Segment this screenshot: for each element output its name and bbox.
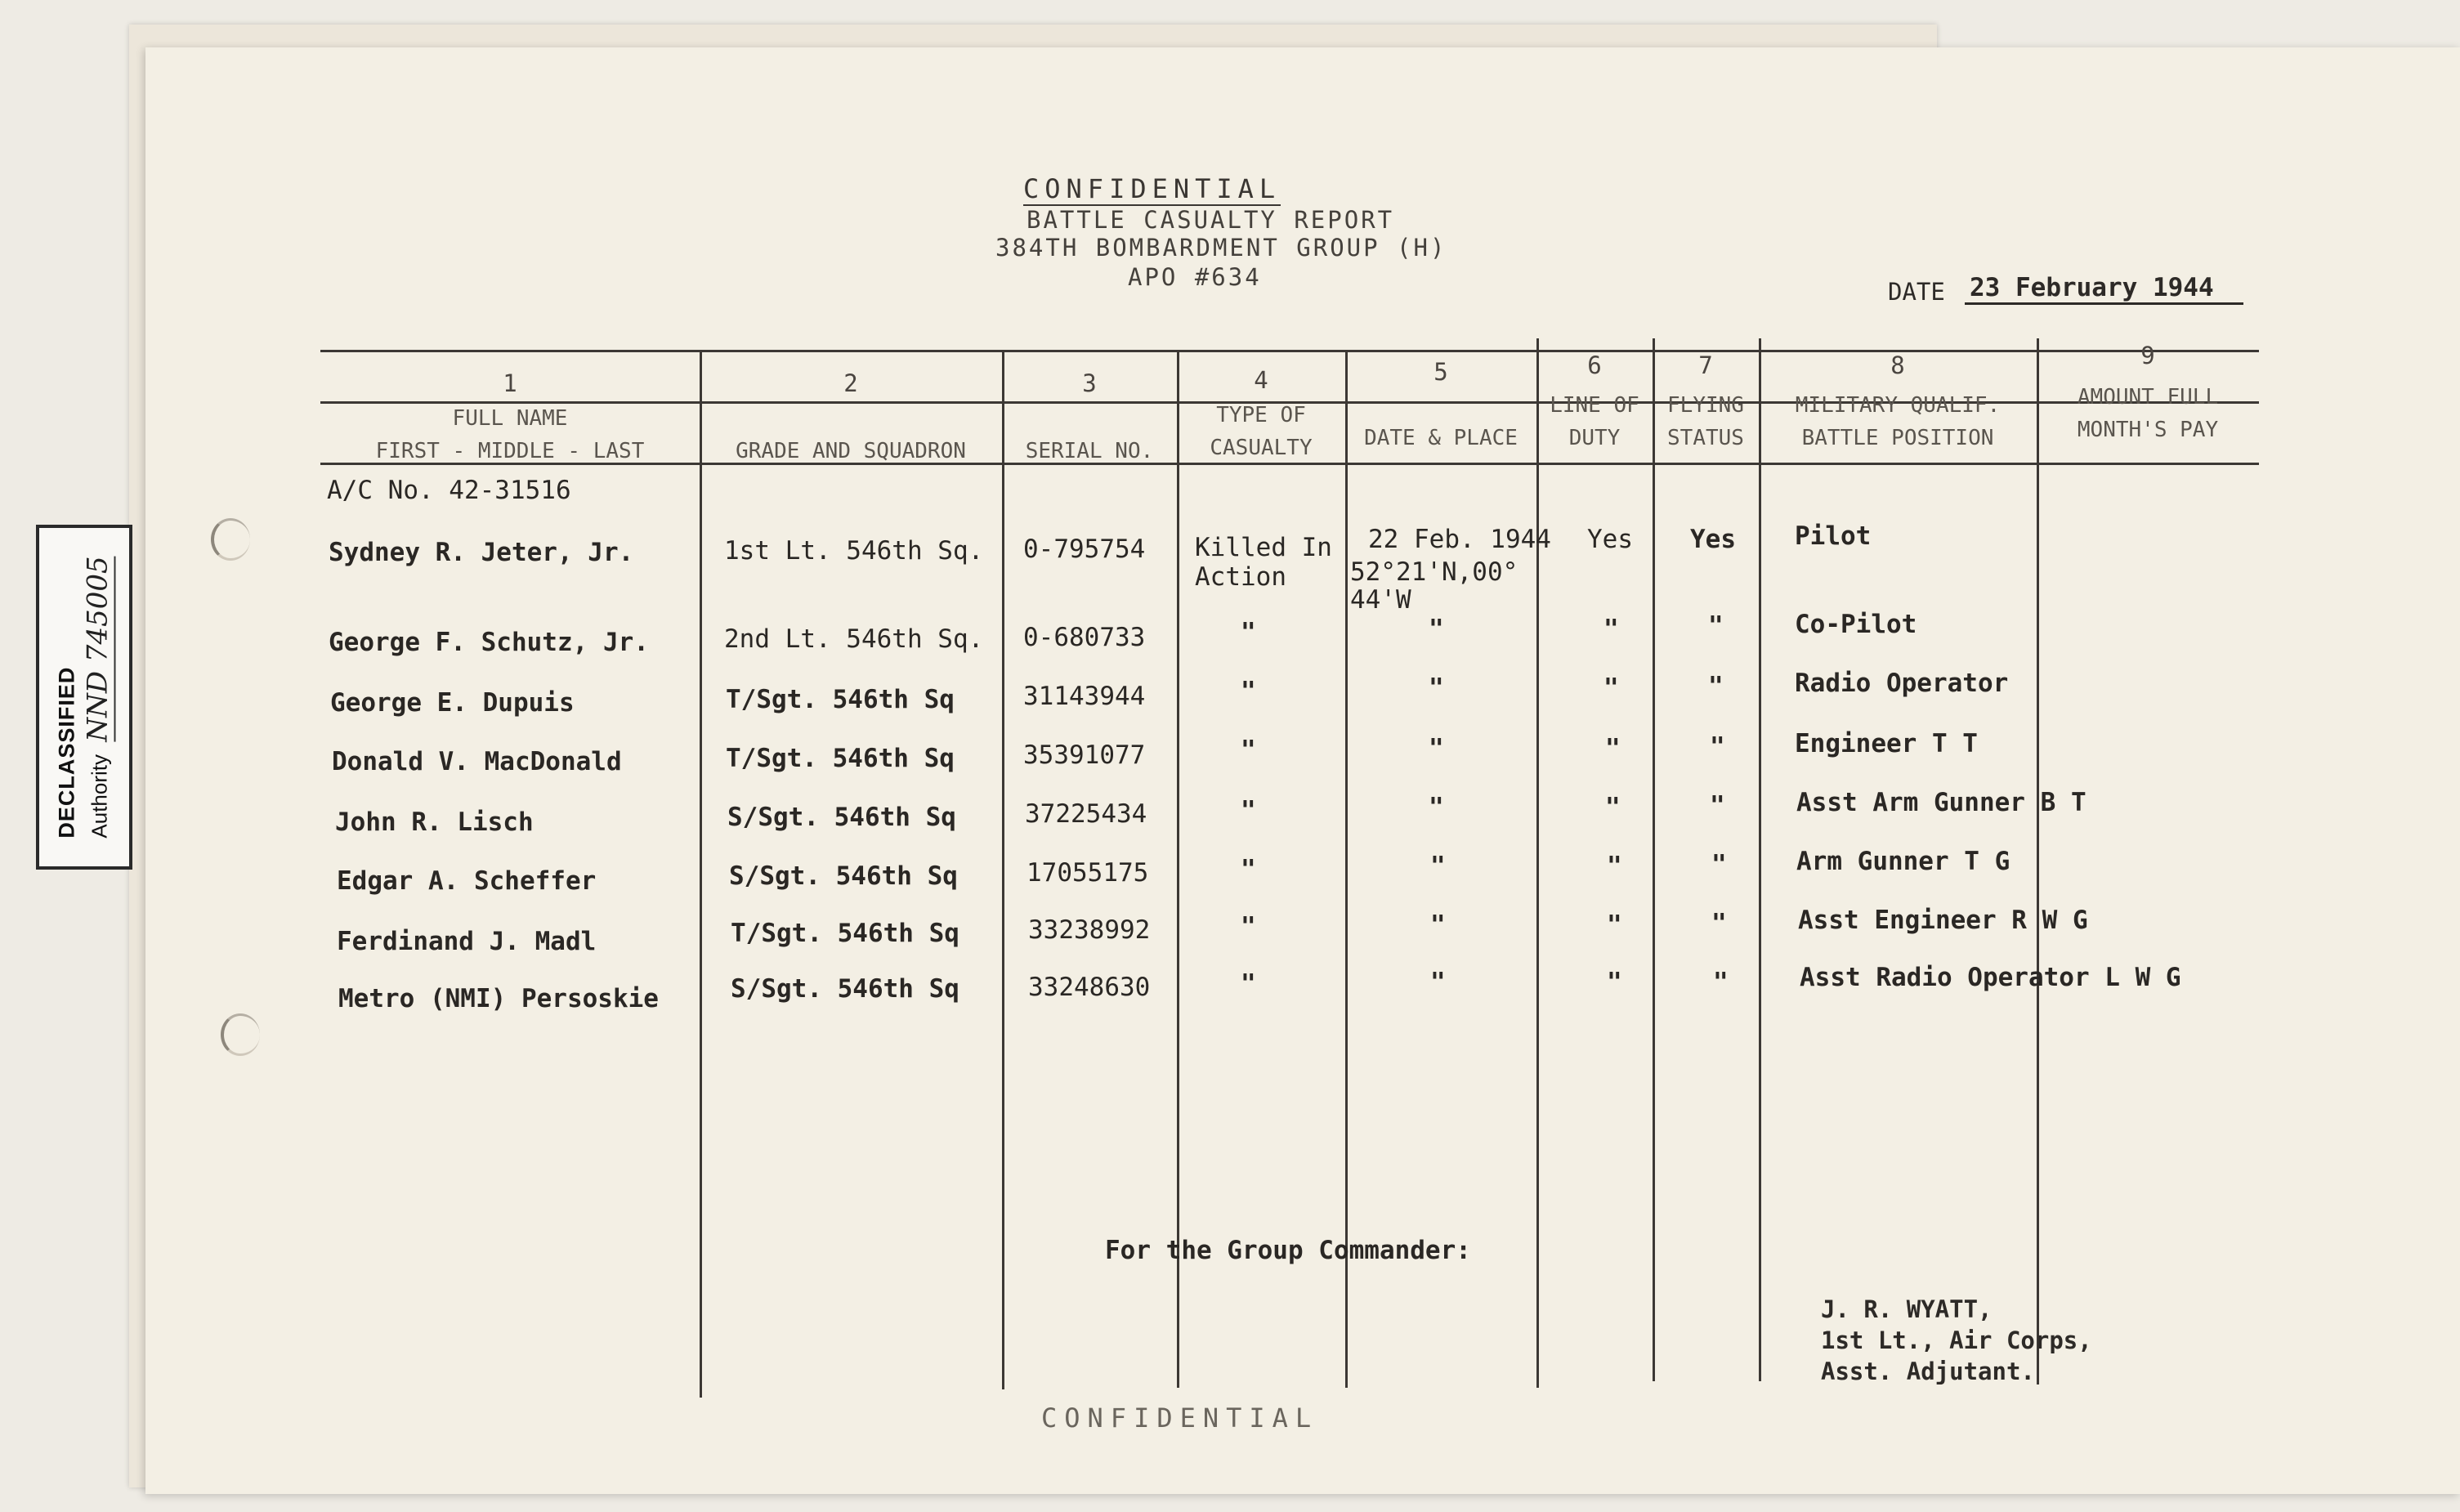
stamp-authority-number: NND 745005 xyxy=(81,556,114,742)
cell-flying: " xyxy=(1708,672,1724,701)
cell-flying: Yes xyxy=(1690,525,1736,554)
col-label-2: GRADE AND SQUADRON xyxy=(736,439,966,463)
col-number-4: 4 xyxy=(1254,366,1268,394)
col-label-3: SERIAL NO. xyxy=(1025,439,1154,463)
cell-position: Radio Operator xyxy=(1795,669,2009,698)
cell-flying: " xyxy=(1710,732,1725,762)
cell-flying: " xyxy=(1708,611,1724,641)
cell-casualty: " xyxy=(1241,796,1256,825)
cell-place: " xyxy=(1429,734,1444,763)
signature-rank: 1st Lt., Air Corps, xyxy=(1821,1326,2092,1354)
cell-casualty-line2: Action xyxy=(1195,562,1286,592)
cell-position: Asst Arm Gunner B T xyxy=(1796,788,2087,817)
cell-grade: S/Sgt. 546th Sq xyxy=(727,803,956,832)
punch-hole-bottom xyxy=(221,1013,260,1056)
cell-name: Edgar A. Scheffer xyxy=(337,866,597,896)
col-label-7-line2: STATUS xyxy=(1667,426,1744,450)
cell-place: " xyxy=(1429,615,1444,644)
cell-serial: 17055175 xyxy=(1026,858,1149,888)
cell-position: Co-Pilot xyxy=(1795,610,1917,639)
cell-flying: " xyxy=(1713,968,1729,997)
col-label-6-line2: DUTY xyxy=(1568,426,1621,450)
col-label-9-line2: MONTH'S PAY xyxy=(2077,418,2219,442)
col-divider-2 xyxy=(1002,351,1004,1389)
col-label-6-line1: LINE OF xyxy=(1550,393,1639,418)
date-value: 23 February 1944 xyxy=(1965,273,2243,305)
cell-casualty: " xyxy=(1241,618,1256,647)
cell-name: George F. Schutz, Jr. xyxy=(329,628,649,657)
cell-serial: 31143944 xyxy=(1023,682,1146,711)
col-divider-7 xyxy=(1759,338,1761,1381)
col-label-7-line1: FLYING xyxy=(1667,393,1744,418)
col-number-2: 2 xyxy=(843,369,858,397)
cell-casualty-line1: Killed In xyxy=(1195,533,1332,562)
cell-grade: T/Sgt. 546th Sq xyxy=(726,744,955,773)
cell-name: Ferdinand J. Madl xyxy=(337,927,597,956)
cell-duty: " xyxy=(1605,734,1621,763)
cell-flying: " xyxy=(1710,791,1725,821)
cell-serial: 0-795754 xyxy=(1023,535,1146,564)
cell-duty: " xyxy=(1607,852,1622,881)
col-divider-4 xyxy=(1345,350,1348,1388)
for-group-commander: For the Group Commander: xyxy=(1105,1236,1471,1265)
cell-place-line1: 22 Feb. 1944 xyxy=(1368,525,1551,554)
cell-place-line2: 52°21'N,00° xyxy=(1350,557,1518,587)
col-divider-1 xyxy=(700,350,702,1398)
col-divider-8 xyxy=(2037,338,2039,1385)
cell-casualty: " xyxy=(1241,912,1256,942)
signature-title: Asst. Adjutant. xyxy=(1821,1358,2035,1385)
cell-grade: S/Sgt. 546th Sq xyxy=(731,974,959,1004)
unit-name: 384TH BOMBARDMENT GROUP (H) xyxy=(995,234,1447,262)
col-label-4-line2: CASUALTY xyxy=(1210,436,1313,460)
stamp-declassified: DECLASSIFIED xyxy=(54,666,79,839)
cell-position: Pilot xyxy=(1795,521,1872,551)
cell-duty: " xyxy=(1603,673,1619,703)
report-title: BATTLE CASUALTY REPORT xyxy=(1026,206,1395,234)
col-divider-5 xyxy=(1536,338,1539,1388)
cell-flying: " xyxy=(1711,850,1727,879)
cell-serial: 35391077 xyxy=(1023,740,1146,770)
col-number-1: 1 xyxy=(503,369,517,397)
col-label-5: DATE & PLACE xyxy=(1364,426,1518,450)
punch-hole-top xyxy=(211,518,250,561)
col-number-9: 9 xyxy=(2140,342,2155,369)
cell-duty: " xyxy=(1605,793,1621,822)
cell-name: John R. Lisch xyxy=(335,807,534,837)
col-number-5: 5 xyxy=(1434,358,1448,386)
col-number-3: 3 xyxy=(1082,369,1097,397)
col-label-8-line1: MILITARY QUALIF. xyxy=(1795,393,2001,418)
cell-serial: 37225434 xyxy=(1025,799,1147,829)
cell-casualty: " xyxy=(1241,855,1256,884)
cell-place: " xyxy=(1429,793,1444,822)
aircraft-number: A/C No. 42-31516 xyxy=(327,476,571,505)
cell-name: Donald V. MacDonald xyxy=(332,747,622,776)
declassified-stamp xyxy=(36,525,132,870)
cell-position: Asst Engineer R W G xyxy=(1798,906,2088,935)
cell-flying: " xyxy=(1711,909,1727,938)
cell-duty: " xyxy=(1607,968,1622,997)
cell-duty: Yes xyxy=(1587,525,1633,554)
col-label-8 xyxy=(1759,389,2037,454)
col-label-7 xyxy=(1653,389,1759,454)
col-label-9 xyxy=(2037,381,2259,446)
cell-place: " xyxy=(1430,852,1446,881)
col-divider-6 xyxy=(1653,338,1655,1381)
signature-name: J. R. WYATT, xyxy=(1821,1295,1993,1323)
cell-serial: 0-680733 xyxy=(1023,623,1146,652)
col-number-6: 6 xyxy=(1587,351,1602,379)
col-label-1-line2: FIRST - MIDDLE - LAST xyxy=(375,439,645,463)
classification-top: CONFIDENTIAL xyxy=(1023,173,1281,204)
cell-position: Asst Radio Operator L W G xyxy=(1800,963,2181,992)
cell-grade: T/Sgt. 546th Sq xyxy=(731,919,959,948)
cell-casualty: " xyxy=(1241,677,1256,706)
cell-position: Engineer T T xyxy=(1795,729,1978,758)
col-label-8-line2: BATTLE POSITION xyxy=(1801,426,1994,450)
col-number-7: 7 xyxy=(1698,351,1713,379)
cell-duty: " xyxy=(1603,615,1619,644)
cell-place-line3: 44'W xyxy=(1350,585,1411,615)
cell-serial: 33248630 xyxy=(1028,973,1151,1002)
cell-duty: " xyxy=(1607,910,1622,940)
date-label: DATE xyxy=(1888,278,1945,306)
cell-place: " xyxy=(1429,673,1444,703)
cell-grade: S/Sgt. 546th Sq xyxy=(729,861,958,891)
col-label-9-line1: AMOUNT FULL xyxy=(2077,385,2219,409)
cell-place: " xyxy=(1430,910,1446,940)
cell-name: Sydney R. Jeter, Jr. xyxy=(329,538,634,567)
col-label-4-line1: TYPE OF xyxy=(1216,403,1306,427)
stamp-authority-label: Authority xyxy=(87,754,112,839)
cell-serial: 33238992 xyxy=(1028,915,1151,945)
cell-grade: 1st Lt. 546th Sq. xyxy=(724,536,984,566)
cell-casualty: " xyxy=(1241,969,1256,999)
cell-grade: T/Sgt. 546th Sq xyxy=(726,685,955,714)
apo-number: APO #634 xyxy=(1128,263,1262,291)
cell-name: George E. Dupuis xyxy=(330,688,575,718)
col-label-1 xyxy=(320,402,700,467)
col-label-4 xyxy=(1177,399,1345,464)
col-label-6 xyxy=(1536,389,1653,454)
cell-place: " xyxy=(1430,968,1446,997)
col-label-1-line1: FULL NAME xyxy=(452,406,568,431)
cell-position: Arm Gunner T G xyxy=(1796,847,2010,876)
cell-name: Metro (NMI) Persoskie xyxy=(338,984,659,1013)
col-divider-3 xyxy=(1177,350,1179,1388)
col-number-8: 8 xyxy=(1890,351,1905,379)
classification-bottom: CONFIDENTIAL xyxy=(1041,1402,1319,1434)
cell-casualty: " xyxy=(1241,736,1256,765)
cell-grade: 2nd Lt. 546th Sq. xyxy=(724,624,984,654)
